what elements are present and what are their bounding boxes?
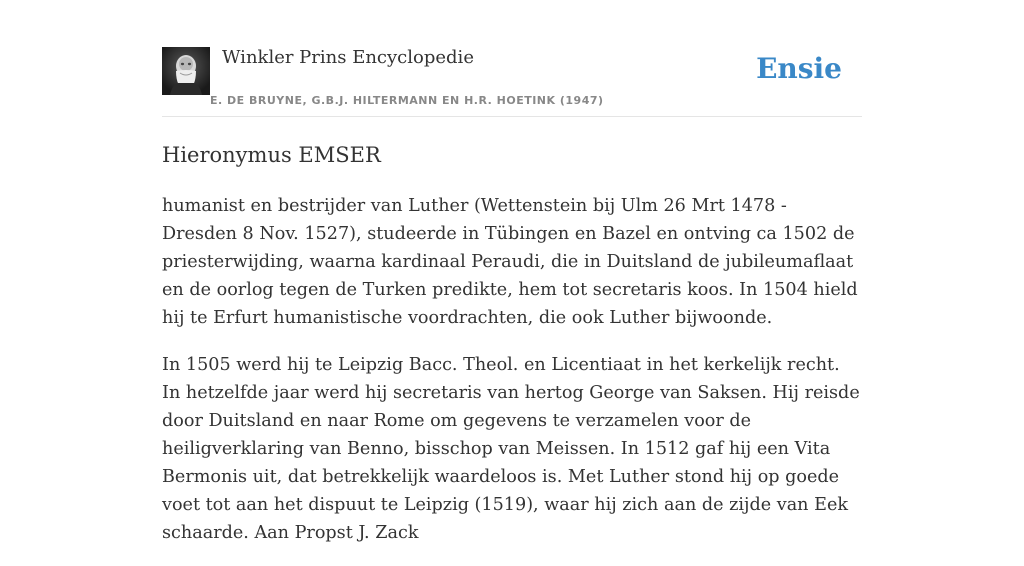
article-paragraph: In 1505 werd hij te Leipzig Bacc. Theol. en Licentiaat in het kerkelijk recht. In hetzelfde jaar werd hij secretaris van hertog George van Saksen. Hij reisde door Duitsland en naar Rome om gegevens te verzamelen voor de heiligverklaring van Benno, bisschop van Meissen. In 1512 gaf hij een Vita Bermonis uit, dat betrekkelijk waardeloos is. Met Luther stond hij op goede voet tot aan het dispuut te Leipzig (1519), waar hij zich aan de zijde van Eek schaarde. Aan Propst J. Zack bbox=[162, 355, 860, 543]
brand-logo[interactable]: Ensie bbox=[756, 52, 842, 85]
source-header bbox=[162, 0, 862, 117]
source-title[interactable]: Winkler Prins Encyclopedie bbox=[222, 47, 474, 68]
article-body bbox=[162, 192, 862, 566]
article-paragraph: humanist en bestrijder van Luther (Wettenstein bij Ulm 26 Mrt 1478 - Dresden 8 Nov. 1527), studeerde in Tübingen en Bazel en ontving ca 1502 de priesterwijding, waarna kardinaal Peraudi, die in Duitsland de jubileumaflaat en de oorlog tegen de Turken predikte, hem tot secretaris koos. In 1504 hield hij te Erfurt humanistische voordrachten, die ook Luther bijwoonde. bbox=[162, 196, 858, 328]
article-title: Hieronymus EMSER bbox=[162, 143, 381, 167]
avatar[interactable] bbox=[162, 47, 210, 95]
source-authors: E. DE BRUYNE, G.B.J. HILTERMANN EN H.R. HOETINK (1947) bbox=[210, 94, 604, 107]
portrait-bearded-man-icon bbox=[162, 47, 210, 95]
page bbox=[162, 0, 862, 543]
